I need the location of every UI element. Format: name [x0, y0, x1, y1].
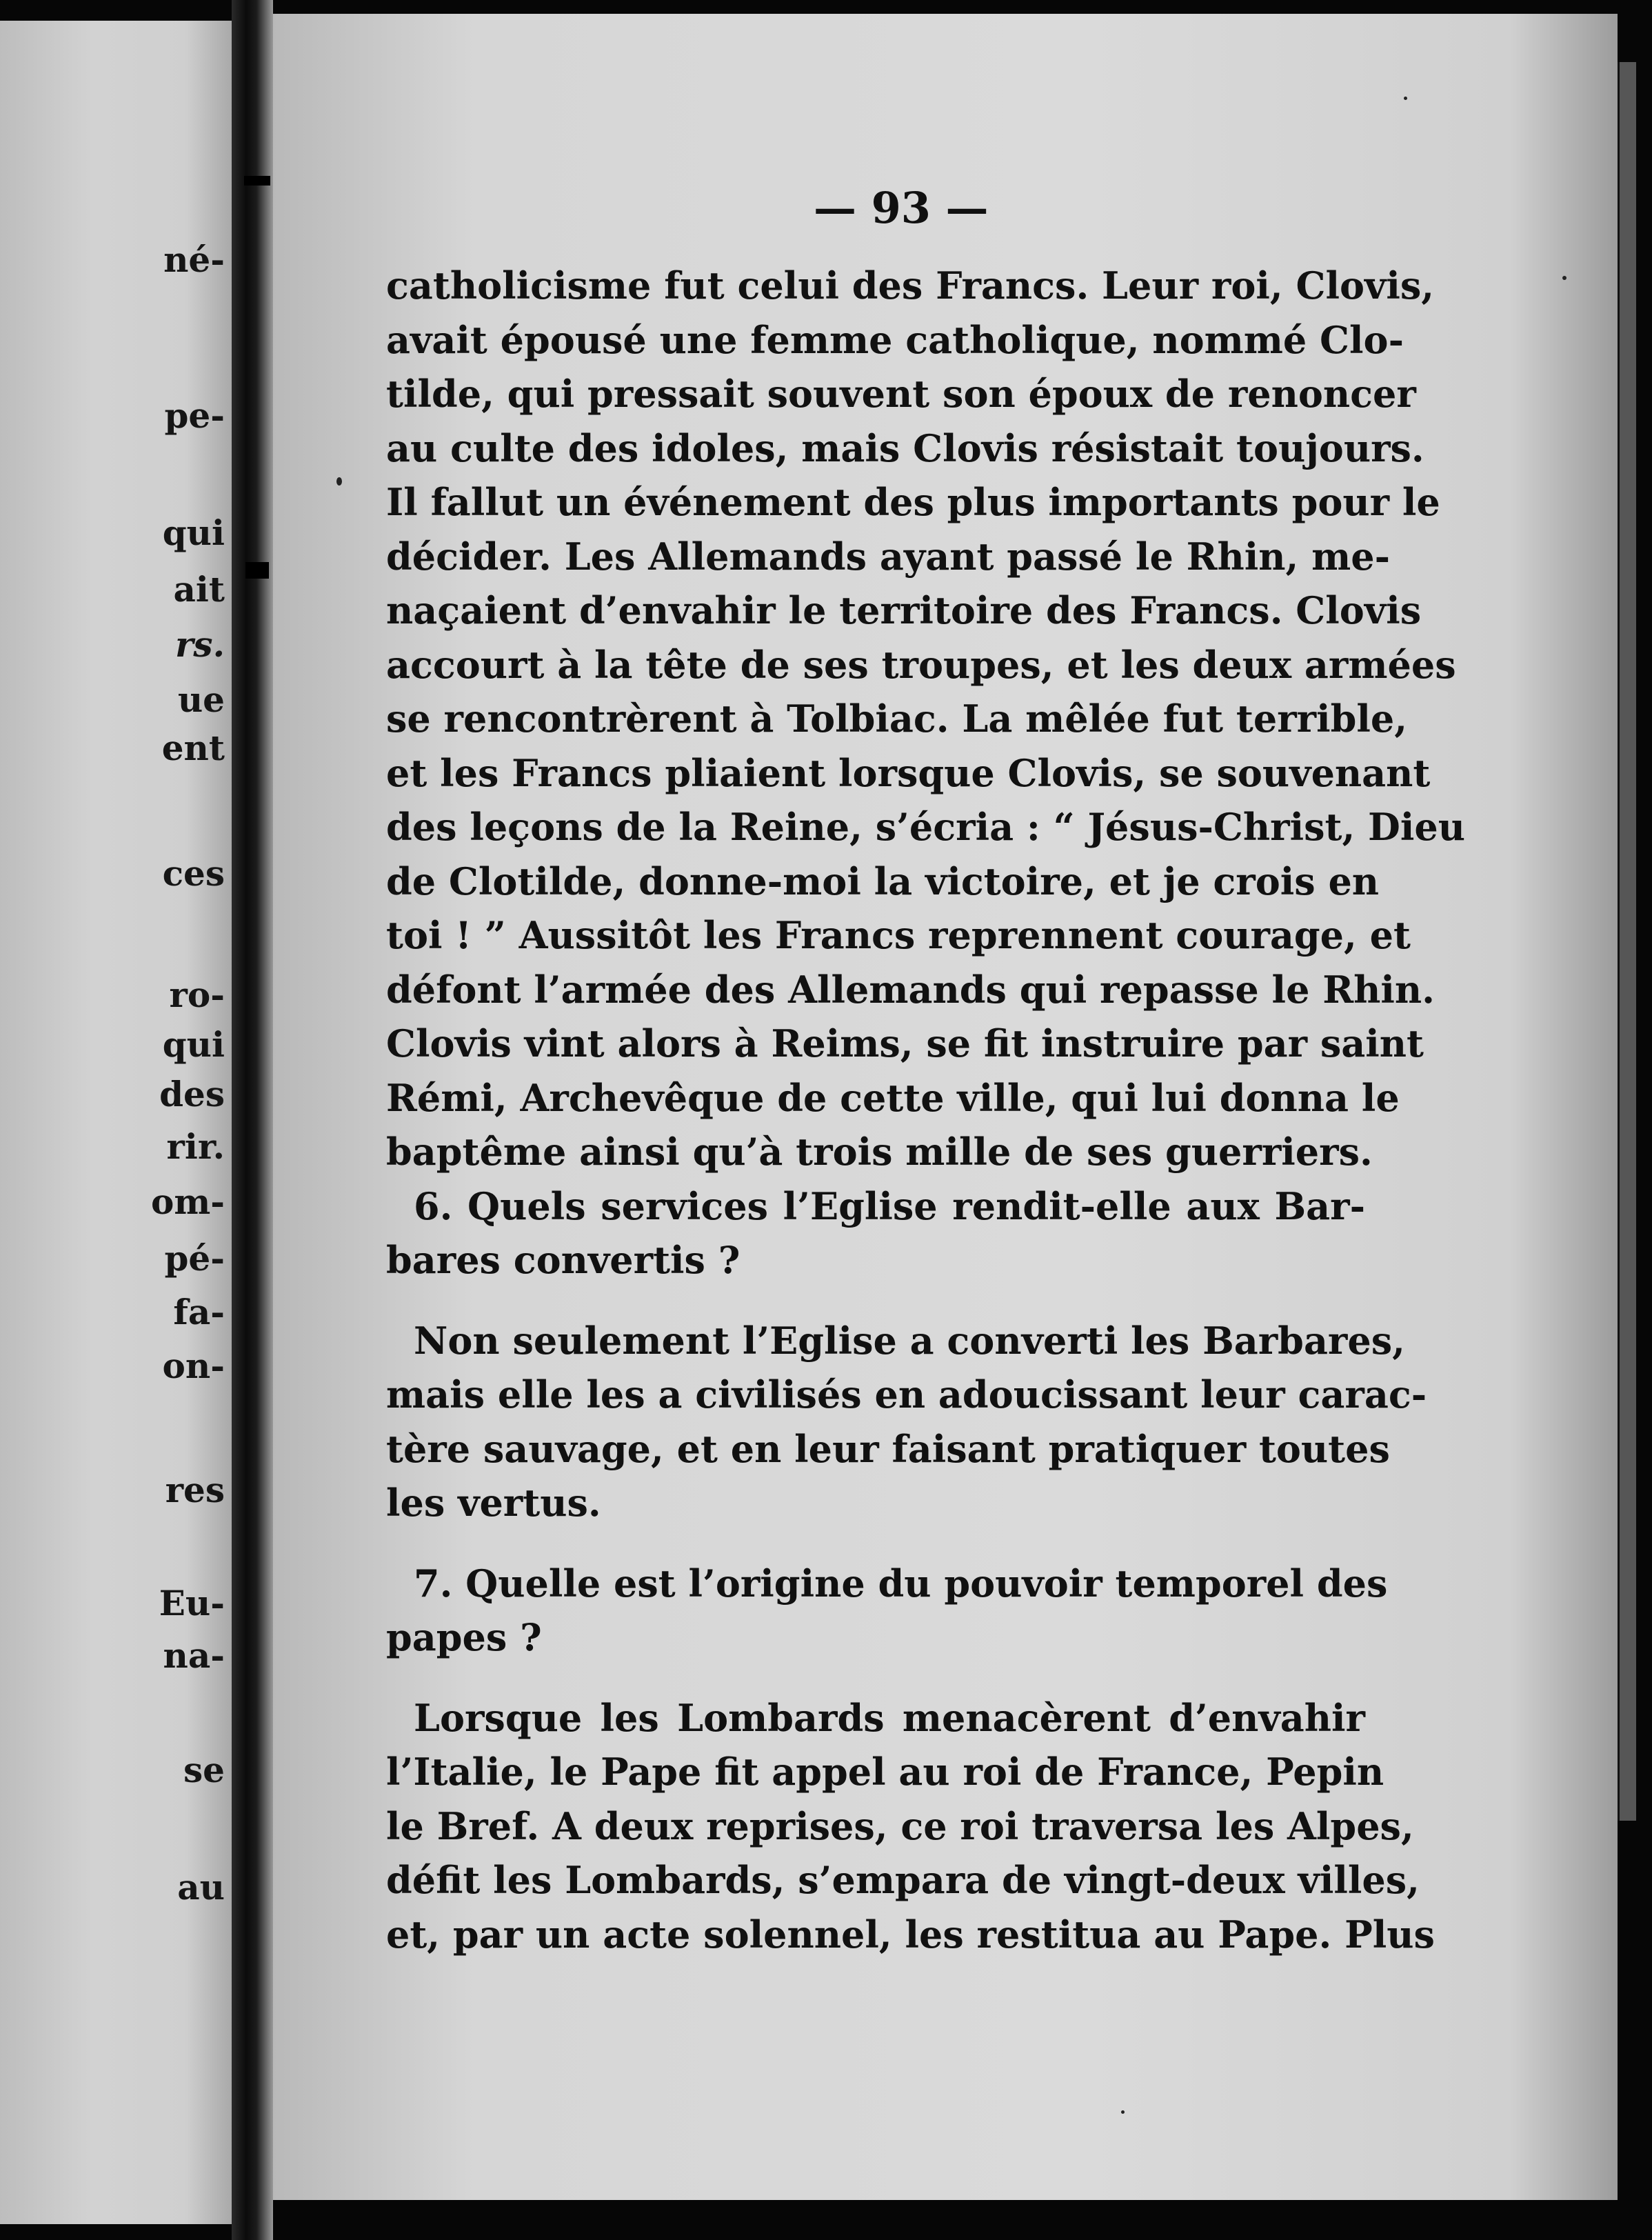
answer-line: défit les Lombards, s’empara de vingt-deux villes,	[386, 1858, 1420, 1902]
left-fragment: ro-	[169, 974, 225, 1015]
book-gutter	[232, 0, 273, 2240]
page-body	[386, 259, 1465, 1961]
binding-mark	[245, 562, 269, 579]
left-fragment: se	[183, 1750, 225, 1790]
left-fragment: au	[177, 1867, 225, 1908]
text-line: toi ! ” Aussitôt les Francs reprennent courage, et	[386, 913, 1411, 957]
answer-line: Lorsque les Lombards menacèrent d’envahir	[414, 1695, 1365, 1740]
left-fragment: pé-	[164, 1238, 225, 1279]
text-line: défont l’armée des Allemands qui repasse le Rhin.	[386, 967, 1435, 1012]
text-line: se rencontrèrent à Tolbiac. La mêlée fut terrible,	[386, 697, 1408, 741]
answer-line: le Bref. A deux reprises, ce roi traversa les Alpes,	[386, 1803, 1414, 1848]
left-fragment: Eu-	[159, 1583, 225, 1623]
left-fragment: on-	[162, 1346, 225, 1386]
previous-page-fragment	[0, 21, 232, 2224]
left-fragment: om-	[150, 1181, 225, 1222]
question-line: papes ?	[386, 1615, 542, 1659]
page-edge	[1618, 62, 1636, 1821]
text-line: Rémi, Archevêque de cette ville, qui lui donna le	[386, 1075, 1400, 1120]
paper-speck	[1404, 97, 1407, 100]
text-line: catholicisme fut celui des Francs. Leur roi, Clovis,	[386, 263, 1435, 308]
text-line: des leçons de la Reine, s’écria : “ Jésus-Christ, Dieu	[386, 805, 1465, 849]
answer-line: et, par un acte solennel, les restitua au Pape. Plus	[386, 1912, 1435, 1957]
left-fragment: né-	[163, 239, 225, 280]
left-fragment: ue	[177, 679, 225, 720]
question-7	[386, 1557, 1388, 1665]
text-line: décider. Les Allemands ayant passé le Rhin, me-	[386, 534, 1391, 579]
left-fragment: qui	[162, 1024, 225, 1065]
left-fragment: rir.	[166, 1126, 225, 1167]
answer-line: Non seulement l’Eglise a converti les Barbares,	[414, 1318, 1405, 1363]
question-line: 6. Quels services l’Eglise rendit-elle aux Bar-	[414, 1183, 1365, 1228]
left-fragment: qui	[162, 512, 225, 553]
left-fragment: res	[165, 1470, 225, 1510]
question-line: 7. Quelle est l’origine du pouvoir temporel des	[414, 1561, 1388, 1606]
text-line: tilde, qui pressait souvent son époux de renoncer	[386, 372, 1416, 416]
text-line: et les Francs pliaient lorsque Clovis, se souvenant	[386, 750, 1431, 795]
text-line: Clovis vint alors à Reims, se fit instruire par saint	[386, 1021, 1424, 1066]
left-fragment: ent	[161, 728, 225, 768]
question-6	[386, 1179, 1365, 1288]
left-fragment: des	[159, 1074, 225, 1114]
text-line: baptême ainsi qu’à trois mille de ses guerriers.	[386, 1130, 1373, 1174]
left-fragment: ces	[162, 853, 225, 894]
text-line: Il fallut un événement des plus importants pour le	[386, 480, 1440, 524]
text-line: au culte des idoles, mais Clovis résistait toujours.	[386, 426, 1424, 470]
question-line: bares convertis ?	[386, 1238, 741, 1282]
left-fragment: na-	[163, 1635, 225, 1676]
binding-mark	[244, 176, 270, 186]
answer-line: mais elle les a civilisés en adoucissant leur carac-	[386, 1372, 1427, 1417]
page-number: — 93 —	[814, 183, 989, 233]
answer-7	[386, 1691, 1435, 1962]
answer-line: tère sauvage, et en leur faisant pratiquer toutes	[386, 1426, 1390, 1471]
left-fragment: pe-	[164, 395, 225, 436]
paragraph-clovis	[386, 259, 1465, 1179]
text-line: accourt à la tête de ses troupes, et les deux armées	[386, 642, 1456, 687]
answer-line: l’Italie, le Pape fit appel au roi de France, Pepin	[386, 1750, 1384, 1794]
left-fragment: ait	[173, 569, 225, 610]
answer-6	[386, 1314, 1427, 1530]
paper-speck	[1121, 2110, 1125, 2114]
text-line: avait épousé une femme catholique, nommé Clo-	[386, 317, 1404, 362]
text-line: de Clotilde, donne-moi la victoire, et je crois en	[386, 859, 1380, 903]
text-line: naçaient d’envahir le territoire des Francs. Clovis	[386, 588, 1422, 632]
answer-line: les vertus.	[386, 1481, 601, 1525]
left-fragment: fa-	[173, 1292, 225, 1332]
paper-speck	[336, 477, 342, 486]
paper-speck	[1562, 276, 1567, 280]
left-fragment: rs.	[175, 624, 225, 665]
